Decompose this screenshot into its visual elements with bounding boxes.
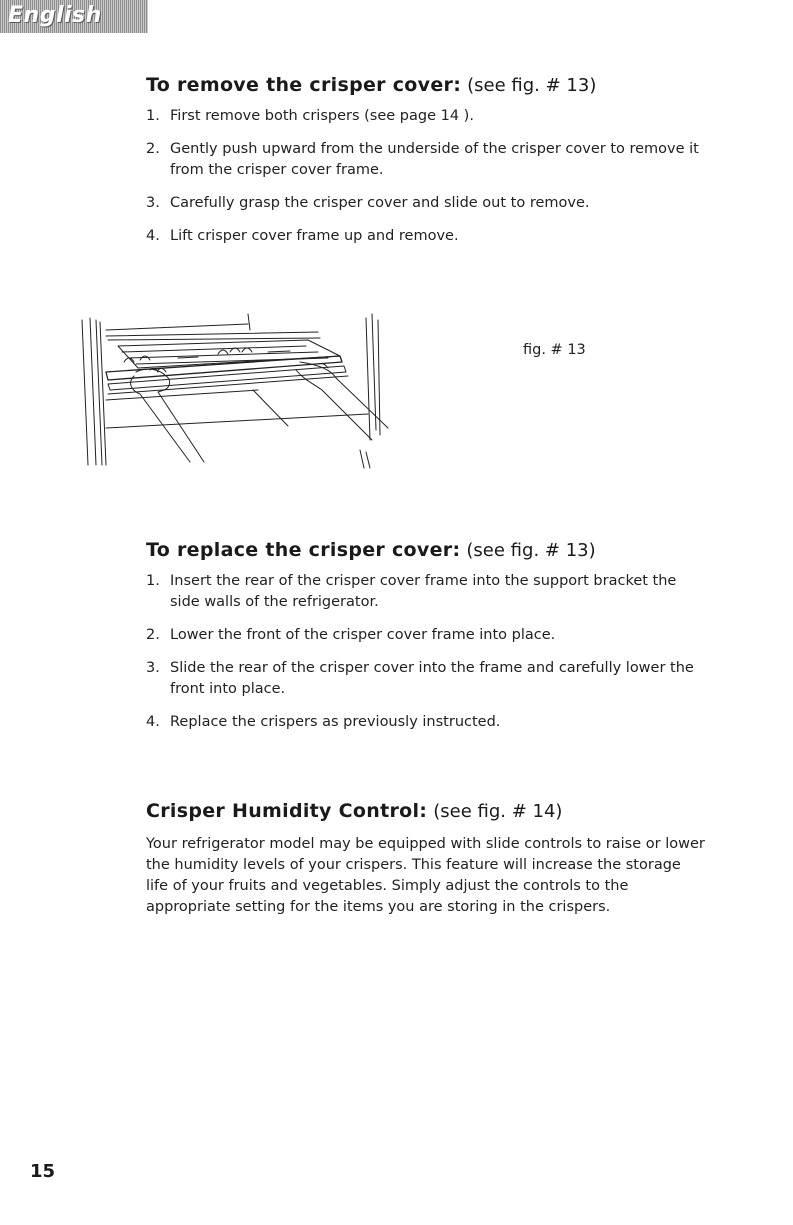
list-item [146,658,706,700]
step-text: Insert the rear of the crisper cover frame into the support bracket the side walls of the refrigerator. [170,573,677,610]
step-text: Gently push upward from the underside of the crisper cover to remove it from the crisper cover frame. [170,141,699,178]
step-number: 3. [146,195,160,211]
step-number: 2. [146,627,160,643]
language-tab-label: English [8,3,102,28]
remove-section-title: To remove the crisper cover: [146,74,462,96]
list-item [146,139,706,181]
humidity-section-see-ref: (see fig. # 14) [433,801,563,822]
crisper-cover-illustration [78,310,400,470]
page-number: 15 [30,1161,56,1182]
step-number: 3. [146,660,160,676]
step-text: Slide the rear of the crisper cover into the frame and carefully lower the front into place. [170,660,694,697]
humidity-section-heading [146,800,706,822]
remove-crisper-cover-section [146,74,706,247]
step-text: Lift crisper cover frame up and remove. [170,228,459,244]
list-item [146,625,706,646]
humidity-section-body: Your refrigerator model may be equipped with slide controls to raise or lower the humidity levels of your crispers. This feature will increase the storage life of your fruits and vegetables. Simply adjust the controls to the appropriate setting for the items you are storing in the crispers. [146,836,705,915]
language-tab [0,0,148,33]
step-text: Lower the front of the crisper cover frame into place. [170,627,556,643]
replace-steps-list [146,571,706,733]
list-item [146,106,706,127]
list-item [146,193,706,214]
remove-steps-list [146,106,706,247]
step-number: 2. [146,141,160,157]
step-number: 4. [146,228,160,244]
remove-section-see-ref: (see fig. # 13) [467,75,597,96]
humidity-section-title: Crisper Humidity Control: [146,800,428,822]
step-number: 4. [146,714,160,730]
replace-section-heading [146,539,706,561]
step-number: 1. [146,108,160,124]
step-number: 1. [146,573,160,589]
replace-section-title: To replace the crisper cover: [146,539,461,561]
crisper-humidity-section [146,800,706,918]
list-item [146,226,706,247]
list-item [146,712,706,733]
step-text: First remove both crispers (see page 14 ). [170,108,474,124]
replace-crisper-cover-section [146,539,706,733]
remove-section-heading [146,74,706,96]
replace-section-see-ref: (see fig. # 13) [466,540,596,561]
list-item [146,571,706,613]
step-text: Carefully grasp the crisper cover and slide out to remove. [170,195,590,211]
figure-label: fig. # 13 [523,342,586,358]
step-text: Replace the crispers as previously instructed. [170,714,501,730]
